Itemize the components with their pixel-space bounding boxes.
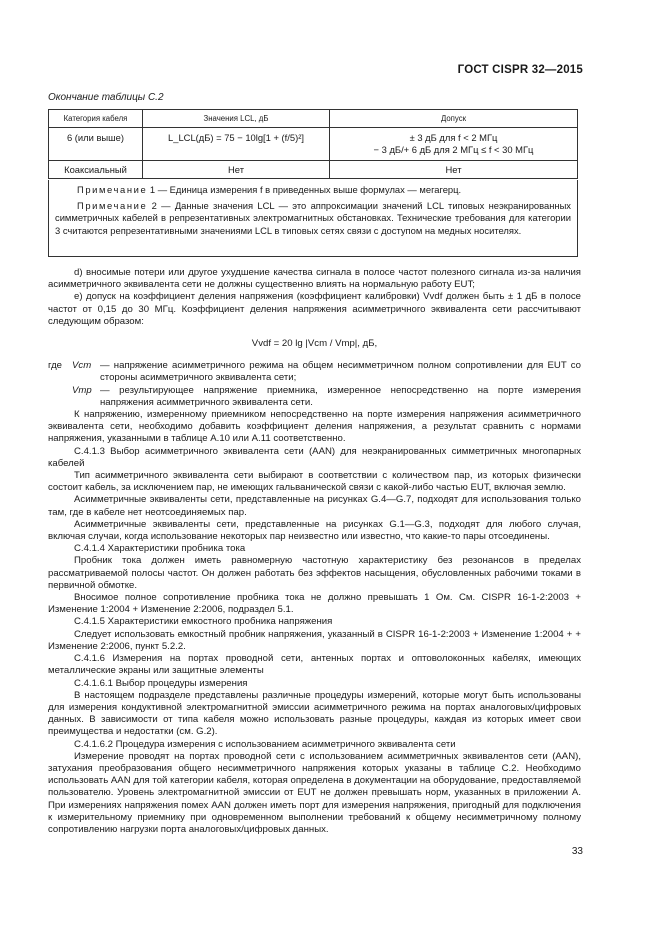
where-line-1 bbox=[48, 360, 581, 384]
table-header-cell: Значения LCL, дБ bbox=[143, 110, 330, 128]
paragraph: Вносимое полное сопротивление пробника тока не должно превышать 1 Ом. См. CISPR 16-1-2:2003 + Изменение 1:2004 + Изменение 2:2006, подраздел 5.1. bbox=[48, 592, 581, 616]
table-header-row bbox=[49, 110, 578, 128]
section-heading: С.4.1.4 Характеристики пробника тока bbox=[74, 543, 246, 555]
symbol: Vcm bbox=[72, 360, 92, 372]
note-1 bbox=[55, 184, 571, 196]
paragraph: К напряжению, измеренному приемником непосредственно на порте измерения напряжения асимметричного эквивалента сети, необходимо добавить коэффициент деления напряжения, а результат сравнить с нормами напряжения, указанными в таблице А.10 или А.11 соответственно. bbox=[48, 409, 581, 445]
definition: — результирующее напряжение приемника, измеренное непосредственно на порте измерения напряжения асимметричного эквивалента сети. bbox=[100, 384, 581, 408]
tolerance-line: − 3 дБ/+ 6 дБ для 2 МГц ≤ f < 30 МГц bbox=[373, 144, 534, 155]
symbol: Vmp bbox=[72, 384, 92, 396]
paragraph: Измерение проводят на портах проводной сети с использованием асимметричных эквивалентов сети (AAN), затухания преобразования общего несимметричного напряжения которых указаны в таблице С.2. Необходимо использовать AAN для той категории кабеля, которая определена в документации на оборудование, предоставляемой пользователю. Уровень электромагнитной эмиссии от EUT не должен превышать норм, указанных в приложении А. При измерениях напряжения помех AAN должен иметь порт для измерения напряжения, пригодный для подключения к измерительному приемнику при одновременном выполнении требований к общему несимметричному полному сопротивлению нагрузки порта аналоговых/цифровых данных. bbox=[48, 750, 581, 835]
table-cell: L_LCL(дБ) = 75 − 10lg[1 + (f/5)²] bbox=[143, 128, 330, 161]
note-label: Примечание bbox=[77, 184, 148, 195]
standard-header: ГОСТ CISPR 32—2015 bbox=[457, 64, 583, 76]
paragraph: Следует использовать емкостный пробник напряжения, указанный в CISPR 16-1-2:2003 + Изменение 1:2004 + + Изменение 2:2006, пункт 5.2.2. bbox=[48, 628, 581, 652]
table-header-cell: Допуск bbox=[330, 110, 578, 128]
lcl-table bbox=[48, 109, 578, 179]
note-text: 2 — Данные значения LCL — это аппроксимации значений LCL типовых неэкранированных симметричных кабелей в репрезентативных электромагнитных обстановках. Технические требования для категории 3 считаются репрезентативными значениями LCL в типовых сетях связи с доступом на медных носителях. bbox=[55, 200, 571, 236]
table-caption: Окончание таблицы С.2 bbox=[48, 92, 164, 103]
paragraph: В настоящем подразделе представлены различные процедуры измерений, которые могут быть использованы для измерения кондуктивной электромагнитной эмиссии асимметричного режима на портах аналоговых/цифровых данных. В зависимости от типа кабеля можно использовать разные процедуры, каждая из которых имеет свои преимущества и недостатки (см. G.2). bbox=[48, 689, 581, 738]
paragraph: Асимметричные эквиваленты сети, представленные на рисунках G.1—G.3, подходят для любого случая, включая случаи, когда использование некоторых пар неизвестно или известно, что какие-то пары отсоединены. bbox=[48, 518, 581, 543]
paragraph: С.4.1.3 Выбор асимметричного эквивалента сети (AAN) для неэкранированных симметричных многопарных кабелей bbox=[48, 445, 581, 469]
section-heading: С.4.1.5 Характеристики емкостного пробника напряжения bbox=[74, 616, 333, 628]
table-cell: Нет bbox=[143, 161, 330, 179]
tolerance-line: ± 3 дБ для f < 2 МГц bbox=[409, 132, 498, 143]
section-heading: С.4.1.6.2 Процедура измерения с использованием асимметричного эквивалента сети bbox=[74, 738, 456, 750]
table-cell: Нет bbox=[330, 161, 578, 179]
table-cell: Коаксиальный bbox=[49, 161, 143, 179]
table-cell bbox=[330, 128, 578, 161]
paragraph: Тип асимметричного эквивалента сети выбирают в соответствии с количеством пар, из которых физически состоит кабель, за исключением пар, не имеющих гальванической связи с какой-либо частью EUT, включая землю. bbox=[48, 470, 581, 494]
formula: Vvdf = 20 lg |Vcm / Vmp|, дБ, bbox=[251, 338, 378, 350]
table-cell: 6 (или выше) bbox=[49, 128, 143, 161]
paragraph: Асимметричные эквиваленты сети, представленные на рисунках G.4—G.7, подходят для использования только там, где в кабеле нет неотсоединяемых пар. bbox=[48, 494, 581, 518]
section-heading: С.4.1.6 Измерения на портах проводной сети, антенных портах и оптоволоконных кабелях, имеющих металлические экраны или защитные элементы bbox=[48, 653, 581, 677]
note-text: 1 — Единица измерения f в приведенных выше формулах — мегагерц. bbox=[149, 184, 462, 195]
section-heading: С.4.1.6.1 Выбор процедуры измерения bbox=[74, 677, 248, 689]
note-2 bbox=[55, 200, 571, 237]
note-label: Примечание bbox=[77, 200, 148, 212]
paragraph: е) допуск на коэффициент деления напряжения (коэффициент калибровки) Vvdf должен быть ± 1 дБ в полосе частот от 0,15 до 30 МГц. Коэффициент деления напряжения асимметричного эквивалента сети рассчитывают следующим образом: bbox=[48, 291, 581, 327]
table-row bbox=[49, 128, 578, 161]
body-text bbox=[48, 267, 581, 836]
table-row bbox=[49, 161, 578, 179]
table-header-cell: Категория кабеля bbox=[49, 110, 143, 128]
paragraph: d) вносимые потери или другое ухудшение качества сигнала в полосе частот полезного сигнала из-за наличия асимметричного эквивалента сети не должны существенно влиять на нормальную работу EUT; bbox=[48, 267, 581, 291]
paragraph: Пробник тока должен иметь равномерную частотную характеристику без резонансов в пределах рассматриваемой полосы частот. Он должен работать без эффектов насыщения, обусловленных рабочими токами в первичной обмотке. bbox=[48, 555, 581, 591]
definition: — напряжение асимметричного режима на общем несимметричном полном сопротивлении для EUT со стороны асимметричного эквивалента сети; bbox=[100, 360, 581, 384]
page-number: 33 bbox=[571, 846, 583, 857]
where-word: где bbox=[48, 360, 63, 372]
where-line-2 bbox=[48, 385, 581, 409]
table-notes bbox=[48, 180, 578, 257]
